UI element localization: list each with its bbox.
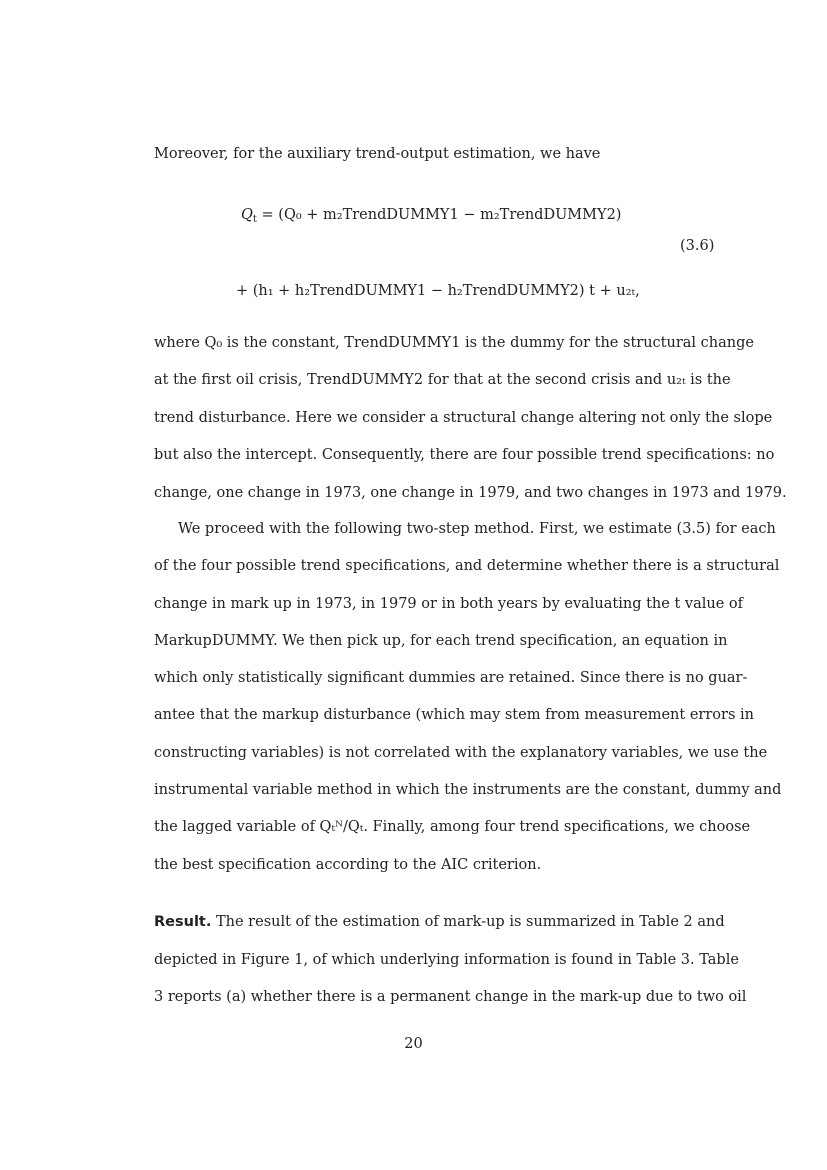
equation-line-2: + (h₁ + h₂TrendDUMMY1 − h₂TrendDUMMY2) t + u₂ₜ, (236, 283, 640, 299)
paragraph-line: the lagged variable of Qₜᴺ/Qₜ. Finally, among four trend specifications, we choose (154, 819, 751, 835)
paragraph-line: change, one change in 1973, one change in 1979, and two changes in 1973 and 1979. (154, 485, 787, 501)
paragraph-line: of the four possible trend specifications, and determine whether there is a structural (154, 558, 780, 574)
paragraph-line: change in mark up in 1973, in 1979 or in both years by evaluating the t value of (154, 596, 743, 612)
paragraph-line: at the first oil crisis, TrendDUMMY2 for that at the second crisis and u₂ₜ is the (154, 372, 731, 388)
result-line: depicted in Figure 1, of which underlying information is found in Table 3. Table (154, 952, 739, 968)
paragraph-line: We proceed with the following two-step method. First, we estimate (3.5) for each (178, 521, 776, 537)
paragraph-line: the best specification according to the AIC criterion. (154, 857, 542, 873)
paragraph-line: which only statistically significant dummies are retained. Since there is no guar- (154, 670, 748, 686)
page-number: 20 (404, 1036, 423, 1052)
paragraph-line: where Q₀ is the constant, TrendDUMMY1 is the dummy for the structural change (154, 335, 754, 351)
result-line: The result of the estimation of mark-up is summarized in Table 2 and (215, 914, 725, 930)
result-line: 3 reports (a) whether there is a permanent change in the mark-up due to two oil (154, 989, 747, 1005)
result-first-line (154, 912, 725, 932)
paragraph-line: trend disturbance. Here we consider a structural change altering not only the slope (154, 410, 773, 426)
equation-lhs: Q (241, 207, 253, 223)
paragraph-line: antee that the markup disturbance (which may stem from measurement errors in (154, 707, 754, 723)
paragraph-line: instrumental variable method in which the instruments are the constant, dummy and (154, 782, 782, 798)
equation-line-1-rest: = (Q₀ + m₂TrendDUMMY1 − m₂TrendDUMMY2) (261, 207, 622, 223)
result-heading: Result. (154, 914, 212, 930)
paragraph-line: MarkupDUMMY. We then pick up, for each trend specification, an equation in (154, 633, 728, 649)
paragraph-line: constructing variables) is not correlated with the explanatory variables, we use the (154, 745, 768, 761)
equation-line-1: $Q_t = (Q_0$ + m₂TrendDUMMY1 − m₂TrendDUMMY2) (241, 207, 622, 225)
intro-text: Moreover, for the auxiliary trend-output estimation, we have (154, 146, 601, 162)
equation-number: (3.6) (680, 238, 715, 254)
paragraph-line: but also the intercept. Consequently, there are four possible trend specifications: no (154, 447, 775, 463)
